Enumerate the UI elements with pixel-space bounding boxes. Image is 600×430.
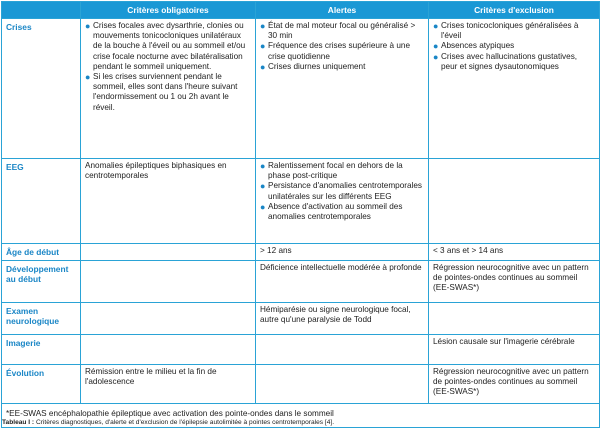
bullet-dot-icon: ●	[260, 181, 266, 192]
cell-text: Rémission entre le milieu et la fin de l'adolescence	[85, 367, 217, 387]
header-alertes: Alertes	[256, 2, 429, 19]
list-item	[85, 21, 251, 72]
list-item-text: Si les crises surviennent pendant le sommeil, elles sont dans l'heure suivant l'endormissement ou 1 ou 2h avant le réveil.	[93, 72, 238, 112]
cell-obligatoires	[81, 244, 256, 261]
list-item-text: Absence d'activation au sommeil des anomalies centrotemporales	[268, 201, 403, 222]
table-row	[2, 365, 600, 404]
bullet-dot-icon: ●	[433, 41, 439, 52]
cell-obligatoires	[81, 335, 256, 365]
cell-text: Hémiparésie ou signe neurologique focal, autre qu'une paralysie de Todd	[260, 305, 411, 325]
list-item-text: Crises focales avec dysarthrie, clonies ou mouvements tonicocloniques unilatéraux de la bouche à l'éveil ou au sommeil et/ou crise focale nocturne avec bilatéralisation pendant le sommeil uniquement.	[93, 21, 246, 71]
cell-exclusion	[429, 19, 600, 159]
header-empty	[2, 2, 81, 19]
bullet-dot-icon: ●	[433, 51, 439, 62]
list-item-text: Persistance d'anomalies centrotemporales unilatérales sur les différents EEG	[268, 181, 423, 201]
cell-exclusion	[429, 261, 600, 303]
cell-text: > 12 ans	[260, 246, 292, 255]
cell-text: Déficience intellectuelle modérée à profonde	[260, 263, 422, 272]
list-item	[433, 41, 595, 51]
bullet-list	[433, 21, 595, 72]
bullet-dot-icon: ●	[85, 21, 91, 31]
cell-alertes	[256, 244, 429, 261]
list-item-text: Crises diurnes uniquement	[268, 61, 366, 71]
cell-exclusion	[429, 365, 600, 404]
bullet-dot-icon: ●	[85, 72, 91, 83]
table-row	[2, 303, 600, 335]
cell-text: Régression neurocognitive avec un pattern de pointes-ondes continues au sommeil (EE-SWAS*)	[433, 367, 589, 397]
list-item	[260, 41, 424, 61]
cell-alertes	[256, 261, 429, 303]
list-item-text: Absences atypiques	[441, 41, 515, 51]
list-item-text: Fréquence des crises supérieure à une crise quotidienne	[268, 41, 410, 61]
list-item	[260, 62, 424, 72]
list-item-text: Ralentissement focal en dehors de la phase post-critique	[268, 161, 403, 181]
bullet-list	[260, 21, 424, 72]
bullet-dot-icon: ●	[260, 61, 266, 72]
cell-exclusion	[429, 159, 600, 244]
list-item	[433, 52, 595, 72]
row-label: EEG	[2, 159, 81, 244]
bullet-dot-icon: ●	[260, 201, 266, 212]
cell-exclusion	[429, 335, 600, 365]
header-criteres-exclusion: Critères d'exclusion	[429, 2, 600, 19]
list-item	[433, 21, 595, 41]
list-item	[85, 72, 251, 113]
table-caption	[2, 419, 598, 427]
cell-obligatoires	[81, 19, 256, 159]
cell-exclusion	[429, 303, 600, 335]
cell-exclusion	[429, 244, 600, 261]
table-row	[2, 244, 600, 261]
list-item-text: Crises avec hallucinations gustatives, peur et signes dysautonomiques	[441, 51, 578, 71]
criteria-table	[1, 1, 600, 428]
caption-text: Critères diagnostiques, d'alerte et d'exclusion de l'épilepsie autolimitée à pointes centrotemporales [4].	[34, 419, 335, 426]
criteria-table-container	[1, 1, 599, 428]
cell-alertes	[256, 19, 429, 159]
cell-obligatoires	[81, 365, 256, 404]
bullet-dot-icon: ●	[260, 161, 266, 171]
list-item-text: Crises tonicocloniques généralisées à l'éveil	[441, 21, 579, 41]
caption-label: Tableau I :	[2, 419, 35, 426]
table-row	[2, 19, 600, 159]
table-row	[2, 335, 600, 365]
row-label: Évolution	[2, 365, 81, 404]
cell-text: Anomalies épileptiques biphasiques en centrotemporales	[85, 161, 227, 181]
cell-text: < 3 ans et > 14 ans	[433, 246, 504, 255]
bullet-list	[260, 161, 424, 222]
table-row	[2, 159, 600, 244]
cell-obligatoires	[81, 159, 256, 244]
bullet-dot-icon: ●	[260, 21, 266, 31]
header-criteres-obligatoires: Critères obligatoires	[81, 2, 256, 19]
row-label: Examen neurologique	[2, 303, 81, 335]
row-label: Crises	[2, 19, 81, 159]
list-item	[260, 21, 424, 41]
footnote: *EE-SWAS encéphalopathie épileptique avec activation des pointe-ondes dans le sommeil	[2, 404, 600, 428]
cell-alertes	[256, 365, 429, 404]
list-item	[260, 181, 424, 201]
table-row	[2, 261, 600, 303]
row-label: Développement au début	[2, 261, 81, 303]
cell-obligatoires	[81, 261, 256, 303]
table-body	[2, 19, 600, 404]
cell-text: Régression neurocognitive avec un pattern de pointes-ondes continues au sommeil (EE-SWAS*)	[433, 263, 589, 293]
cell-alertes	[256, 303, 429, 335]
list-item-text: État de mal moteur focal ou généralisé > 30 min	[268, 21, 416, 41]
bullet-list	[85, 21, 251, 113]
cell-text: Lésion causale sur l'imagerie cérébrale	[433, 337, 575, 346]
header-row	[2, 2, 600, 19]
bullet-dot-icon: ●	[433, 21, 439, 31]
list-item	[260, 202, 424, 222]
row-label: Âge de début	[2, 244, 81, 261]
bullet-dot-icon: ●	[260, 41, 266, 52]
cell-alertes	[256, 159, 429, 244]
cell-obligatoires	[81, 303, 256, 335]
list-item	[260, 161, 424, 181]
cell-alertes	[256, 335, 429, 365]
row-label: Imagerie	[2, 335, 81, 365]
